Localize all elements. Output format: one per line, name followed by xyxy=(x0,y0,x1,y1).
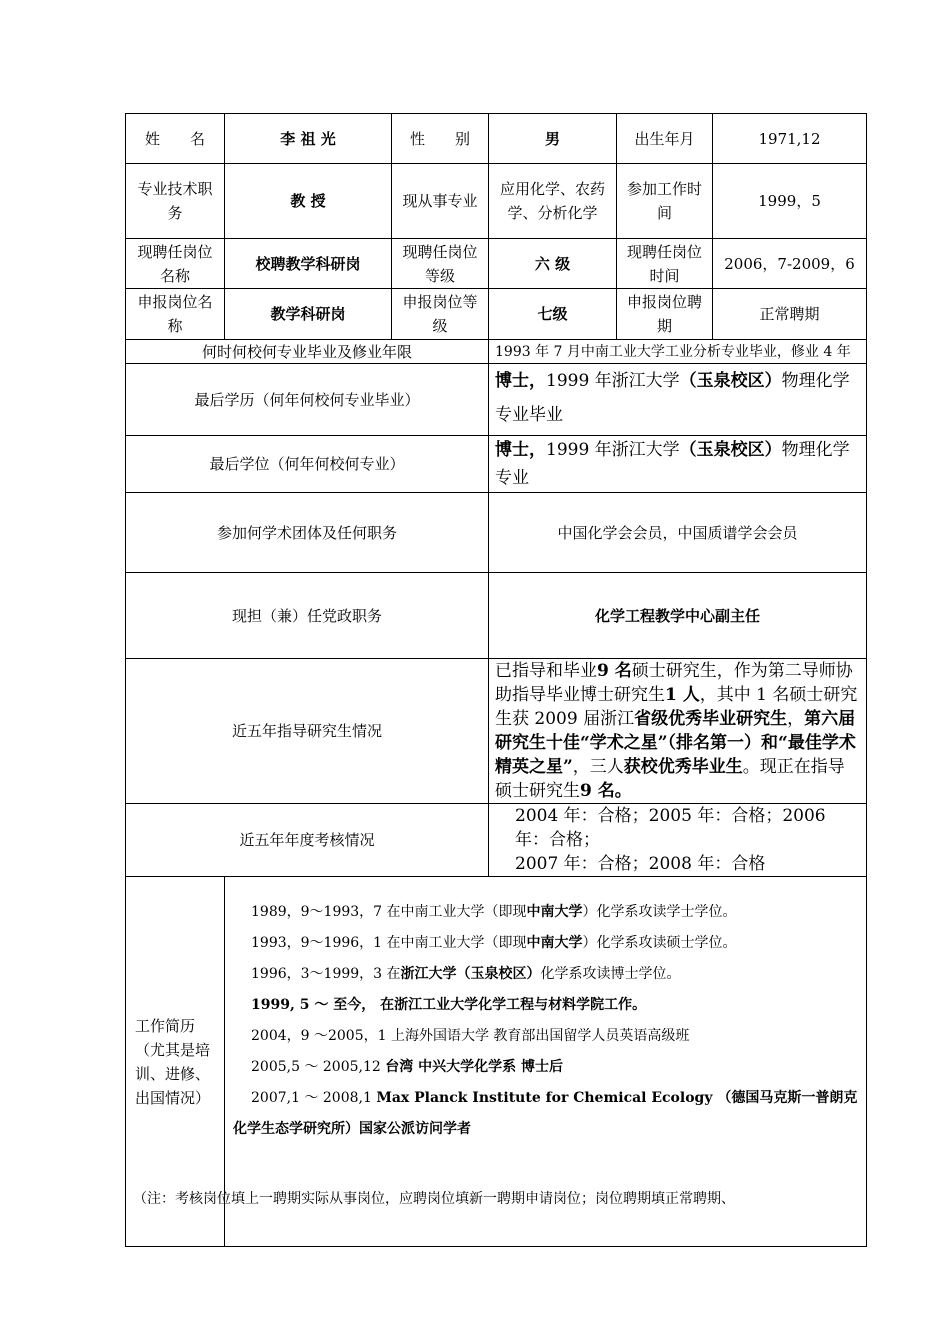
current-post-value: 校聘教学科研岗 xyxy=(225,239,392,289)
applied-term-value: 正常聘期 xyxy=(713,289,867,340)
birth-value: 1971,12 xyxy=(713,114,867,164)
degree-major: 物理化学专业 xyxy=(495,440,850,488)
resume-entry-master xyxy=(233,928,858,959)
societies-value: 中国化学会会员，中国质谱学会会员 xyxy=(489,493,867,573)
applied-term-label: 申报岗位聘期 xyxy=(617,289,713,340)
current-post-label: 现聘任岗位名称 xyxy=(126,239,225,289)
work-start-label: 参加工作时间 xyxy=(617,164,713,239)
students-phd-count: 1 人 xyxy=(665,685,700,705)
work-start-value: 1999，5 xyxy=(713,164,867,239)
students-master-count: 9 名 xyxy=(597,661,632,681)
applied-post-value: 教学科研岗 xyxy=(225,289,392,340)
row-graduation xyxy=(126,340,867,364)
title-label: 专业技术职务 xyxy=(126,164,225,239)
resume-school: 浙江大学（玉泉校区） xyxy=(400,966,541,982)
gender-value: 男 xyxy=(489,114,617,164)
row-assessment xyxy=(126,804,867,877)
societies-label: 参加何学术团体及任何职务 xyxy=(126,493,489,573)
students-text-6: 。现正在指导硕士研究生 xyxy=(495,757,845,801)
assessment-line-1: 2004 年：合格；2005 年：合格；2006 年：合格； xyxy=(515,806,826,850)
footnote: （注：考核岗位填上一聘期实际从事岗位，应聘岗位填新一聘期申请岗位；岗位聘期填正常聘期、 xyxy=(133,1191,735,1207)
party-post-label: 现担（兼）任党政职务 xyxy=(126,573,489,659)
degree-year-school: 1999 年浙江大学 xyxy=(546,440,680,460)
row-societies xyxy=(126,493,867,573)
resume-text: ）化学系攻读学士学位。 xyxy=(582,904,737,920)
applied-level-value: 七级 xyxy=(489,289,617,340)
resume-text: 2005,5 ～ 2005,12 xyxy=(251,1059,386,1075)
students-text-2: 硕士研究生，作为第二导师协助指导毕业博士研究生 xyxy=(495,661,853,705)
application-form xyxy=(125,113,866,1247)
current-level-value: 六 级 xyxy=(489,239,617,289)
name-value: 李 祖 光 xyxy=(225,114,392,164)
row-education xyxy=(126,364,867,436)
degree-campus: （玉泉校区） xyxy=(679,440,782,460)
resume-text: 1989，9～1993，7 在中南工业大学（即现 xyxy=(251,904,527,920)
current-level-label: 现聘任岗位等级 xyxy=(392,239,489,289)
current-time-value: 2006，7-2009，6 xyxy=(713,239,867,289)
resume-entry-phd xyxy=(233,959,858,990)
graduation-label: 何时何校何专业毕业及修业年限 xyxy=(126,340,489,364)
education-major: 物理化学专业毕业 xyxy=(495,371,850,425)
title-value: 教 授 xyxy=(225,164,392,239)
assessment-label: 近五年年度考核情况 xyxy=(126,804,489,877)
resume-text: 化学系攻读博士学位。 xyxy=(540,966,681,982)
students-award-1: 省级优秀毕业研究生 xyxy=(634,709,788,729)
current-time-label: 现聘任岗位时间 xyxy=(617,239,713,289)
birth-label: 出生年月 xyxy=(617,114,713,164)
education-value xyxy=(489,364,867,436)
assessment-line-2: 2007 年：合格；2008 年：合格 xyxy=(515,854,766,874)
students-text-3: ，其中 1 名硕士研究生获 2009 届浙江 xyxy=(495,685,858,729)
major-value: 应用化学、农药学、分析化学 xyxy=(489,164,617,239)
row-students xyxy=(126,659,867,804)
students-award-3: 获校优秀毕业生 xyxy=(623,757,743,777)
row-party-post xyxy=(126,573,867,659)
resume-label: 工作简历（尤其是培训、进修、出国情况） xyxy=(126,877,225,1247)
name-label: 姓 名 xyxy=(126,114,225,164)
students-label: 近五年指导研究生情况 xyxy=(126,659,489,804)
students-current-count: 9 名。 xyxy=(580,781,632,801)
resume-entry-english: 2004，9 ～2005，1 上海外国语大学 教育部出国留学人员英语高级班 xyxy=(251,1028,690,1044)
resume-entry-bachelor xyxy=(233,897,858,928)
resume-school: 中南大学 xyxy=(526,935,583,951)
row-basic-info xyxy=(126,114,867,164)
degree-label: 最后学位（何年何校何专业） xyxy=(126,436,489,493)
students-award-2: 第六届研究生十佳“学术之星”（排名第一）和“最佳学术精英之星” xyxy=(495,709,856,777)
graduation-value: 1993 年 7 月中南工业大学工业分析专业毕业，修业 4 年 xyxy=(489,340,867,364)
resume-text: 2007,1 ～ 2008,1 xyxy=(251,1090,377,1106)
row-current-post xyxy=(126,239,867,289)
education-degree: 博士， xyxy=(495,371,546,391)
row-applied-post xyxy=(126,289,867,340)
applied-post-label: 申报岗位名称 xyxy=(126,289,225,340)
resume-school: 台湾 中兴大学化学系 博士后 xyxy=(385,1059,563,1075)
degree-degree: 博士， xyxy=(495,440,546,460)
row-title xyxy=(126,164,867,239)
gender-label: 性 别 xyxy=(392,114,489,164)
resume-text: ）化学系攻读硕士学位。 xyxy=(582,935,737,951)
education-campus: （玉泉校区） xyxy=(679,371,782,391)
degree-value xyxy=(489,436,867,493)
students-text-1: 已指导和毕业 xyxy=(495,661,597,681)
resume-text: 1993，9～1996，1 在中南工业大学（即现 xyxy=(251,935,527,951)
resume-school: Max Planck Institute for Chemical Ecology （德国马克斯一普朗克化学生态学研究所）国家公派访问学者 xyxy=(233,1090,858,1137)
resume-text: 1996，3～1999，3 在 xyxy=(251,966,401,982)
education-year-school: 1999 年浙江大学 xyxy=(546,371,680,391)
resume-entry-work: 1999, 5 ～ 至今， 在浙江工业大学化学工程与材料学院工作。 xyxy=(251,997,647,1013)
students-value xyxy=(489,659,867,804)
students-text-5: ，三人 xyxy=(572,757,624,777)
education-label: 最后学历（何年何校何专业毕业） xyxy=(126,364,489,436)
assessment-value xyxy=(489,804,867,877)
party-post-value: 化学工程教学中心副主任 xyxy=(489,573,867,659)
form-table xyxy=(125,113,867,1247)
resume-school: 中南大学 xyxy=(526,904,583,920)
row-degree xyxy=(126,436,867,493)
major-label: 现从事专业 xyxy=(392,164,489,239)
students-text-4: ， xyxy=(787,709,805,729)
applied-level-label: 申报岗位等级 xyxy=(392,289,489,340)
resume-entry-visiting xyxy=(233,1083,858,1145)
resume-entry-postdoc xyxy=(233,1052,858,1083)
